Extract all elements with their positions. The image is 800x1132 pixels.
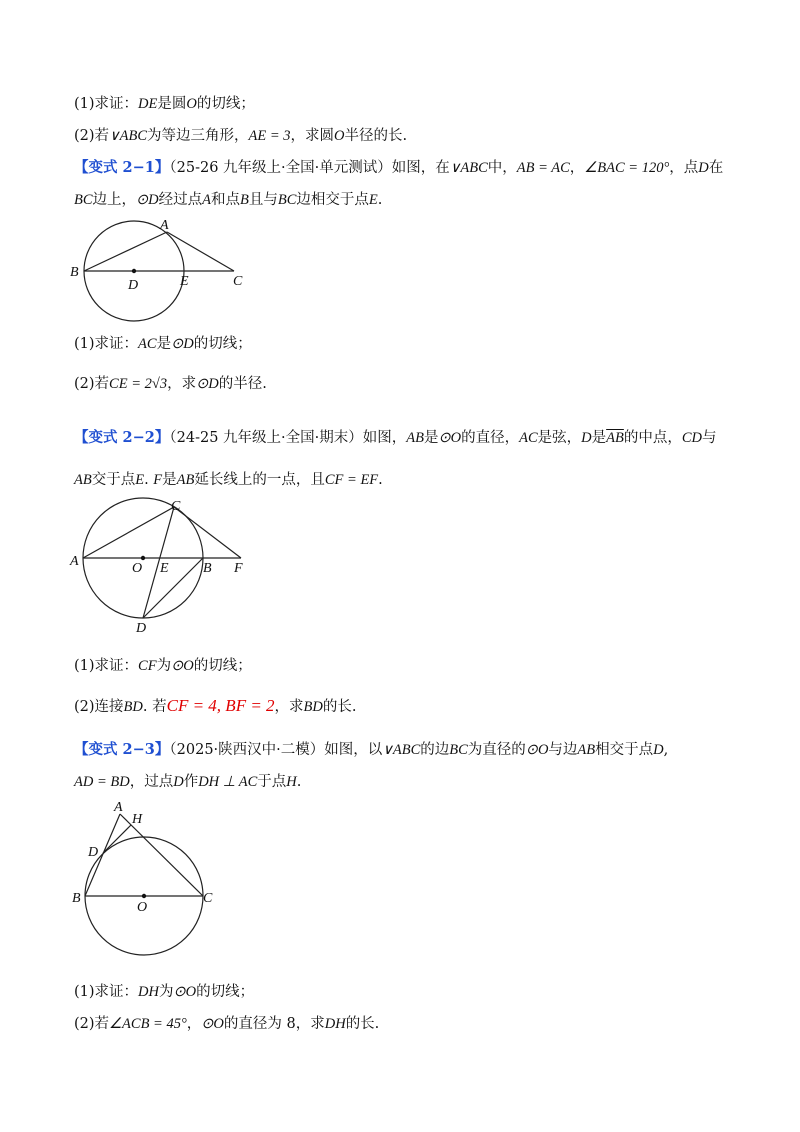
variant-2-1-part2: (2)若CE = 2√3，求⊙D的半径. (74, 376, 267, 392)
variant-2-2-tag: 【变式 2−2】 (74, 429, 170, 446)
label-a: A (160, 218, 169, 233)
figure-variant-2-3 (72, 800, 213, 955)
label-c: C (203, 891, 213, 906)
label-d: D (128, 278, 139, 293)
red-condition: CF = 4, BF = 2 (166, 696, 275, 715)
variant-2-3-part1: (1)求证：DH为⊙O的切线； (74, 984, 255, 1000)
variant-2-1-part1: (1)求证：AC是⊙D的切线； (74, 336, 252, 352)
label-e: E (180, 274, 189, 289)
variant-2-1-stem-line1: 【变式 2−1】（25-26 九年级上·全国·单元测试）如图，在∨ABC中，AB = AC，∠BAC = 120°，点D在 (74, 159, 724, 176)
label-o: O (132, 561, 143, 576)
variant-2-3-part2: (2)若∠ACB = 45°，⊙O的直径为 8，求DH的长. (74, 1016, 380, 1032)
segment-cd (143, 507, 174, 618)
label-a: A (70, 554, 79, 569)
variant-2-2-part1: (1)求证：CF为⊙O的切线； (74, 658, 252, 674)
variant-2-2-part2: (2)连接BD. 若CF = 4, BF = 2，求BD的长. (74, 696, 357, 715)
variant-2-2-stem-line2: AB交于点E. F是AB延长线上的一点，且CF = EF. (74, 472, 383, 488)
variant-2-3-tag: 【变式 2−3】 (74, 741, 170, 758)
segment-ac (167, 232, 234, 271)
label-h: H (132, 812, 143, 827)
label-c: C (171, 499, 181, 514)
variant-2-3-stem-line2: AD = BD，过点D作DH ⊥ AC于点H. (74, 774, 302, 790)
label-o: O (137, 900, 148, 915)
variant-2-3-stem-line1: 【变式 2−3】（2025·陕西汉中·二模）如图，以∨ABC的边BC为直径的⊙O与边AB相交于点D, (74, 741, 669, 758)
variant-2-1-stem-line2: BC边上，⊙D经过点A和点B且与BC边相交于点E. (74, 192, 383, 208)
point-o (142, 894, 146, 898)
label-e: E (160, 561, 169, 576)
q1-part2: (2)若∨ABC为等边三角形，AE = 3，求圆O半径的长. (74, 128, 408, 144)
label-c: C (233, 274, 243, 289)
arc-ab: $\overline{AB}$ (606, 430, 624, 446)
label-b: B (203, 561, 212, 576)
label-d: D (88, 845, 99, 860)
label-d: D (136, 621, 147, 636)
variant-2-1-tag: 【变式 2−1】 (74, 159, 170, 176)
point-o (141, 556, 145, 560)
label-b: B (72, 891, 81, 906)
point-d (132, 269, 136, 273)
figure-variant-2-1 (70, 218, 243, 321)
segment-ac (83, 507, 174, 558)
figure-variant-2-2 (69, 498, 243, 636)
variant-2-2-stem-line1: 【变式 2−2】（24-25 九年级上·全国·期末）如图，AB是⊙O的直径，AC是弦，D是$\overline{AB}$的中点，CD与 (74, 429, 717, 446)
label-b: B (70, 265, 79, 280)
label-f: F (234, 561, 243, 576)
label-a: A (114, 800, 123, 815)
q1-part1: (1)求证：DE是圆O的切线； (74, 96, 255, 112)
segment-cf (174, 507, 241, 558)
